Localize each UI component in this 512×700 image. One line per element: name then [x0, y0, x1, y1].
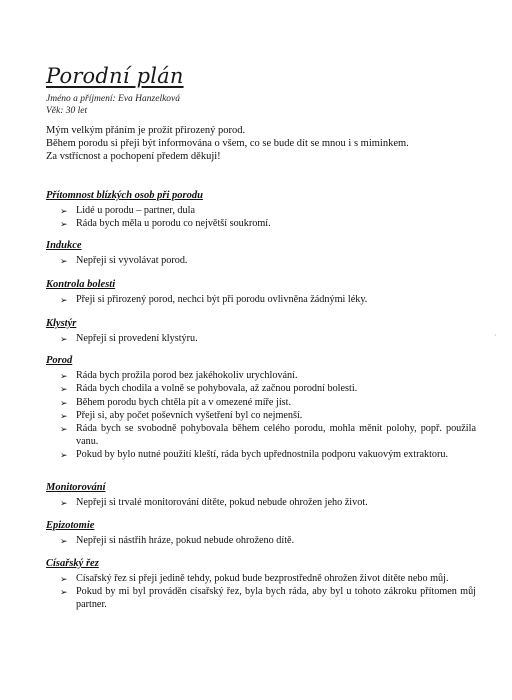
list-item-text: Ráda bych chodila a volně se pohybovala, až začnou porodní bolesti. [76, 383, 358, 395]
list-item [60, 333, 476, 346]
list-item [60, 255, 476, 268]
list-item [60, 370, 476, 383]
section-heading: Císařský řez [46, 558, 99, 569]
item-list [46, 535, 476, 548]
list-item-text: Ráda bych se svobodně pohybovala během celého porodu, mohla měnit polohy, popř. použila vanu. [76, 423, 476, 447]
section-birth [46, 354, 476, 463]
section-heading: Klystýr [46, 318, 77, 329]
arrow-bullet-icon: ➢ [60, 219, 68, 230]
item-list [46, 294, 476, 307]
list-item [60, 410, 476, 423]
arrow-bullet-icon: ➢ [60, 295, 68, 305]
scan-speck: · [494, 331, 497, 340]
intro-line: Za vstřícnost a pochopení předem děkuji! [46, 151, 221, 162]
arrow-bullet-icon: ➢ [60, 371, 68, 381]
list-item-text: Pokud by mi byl prováděn císařský řez, byla bych ráda, aby byl u tohoto zákroku přítomen můj partner. [76, 586, 476, 611]
arrow-bullet-icon: ➢ [60, 498, 68, 508]
section-cesarean [46, 557, 476, 612]
section-heading: Porod [46, 355, 73, 366]
section-heading: Epizotomie [46, 520, 95, 531]
list-item [60, 397, 476, 410]
arrow-bullet-icon: ➢ [60, 256, 68, 266]
section-heading: Indukce [46, 240, 82, 251]
section-heading: Kontrola bolesti [46, 279, 116, 290]
list-item-text: Nepřeji si provedení klystýru. [76, 333, 198, 344]
section-monitoring [46, 481, 476, 510]
list-item-text: Nepřeji si vyvolávat porod. [76, 255, 188, 266]
arrow-bullet-icon: ➢ [60, 574, 68, 584]
list-item-text: Ráda bych prožila porod bez jakéhokoliv urychlování. [76, 370, 298, 381]
list-item [60, 586, 476, 612]
list-item-text: Císařský řez si přeji jedině tehdy, pokud bude bezprostředně ohrožen život dítěte nebo můj. [76, 573, 449, 584]
arrow-bullet-icon: ➢ [60, 397, 68, 408]
age-line: Věk: 30 let [46, 106, 88, 116]
arrow-bullet-icon: ➢ [60, 450, 68, 461]
intro-paragraph [46, 124, 486, 163]
list-item-text: Přeji si přirozený porod, nechci být při porodu ovlivněna žádnými léky. [76, 294, 368, 305]
item-list [46, 333, 476, 346]
section-heading: Monitorování [46, 482, 106, 493]
arrow-bullet-icon: ➢ [60, 334, 68, 344]
page-title: Porodní plán [46, 64, 184, 88]
list-item [60, 218, 476, 231]
list-item-text: Nepřeji si nástřih hráze, pokud nebude ohroženo dítě. [76, 535, 295, 546]
section-induction [46, 239, 476, 268]
section-enema [46, 317, 476, 346]
name-line: Jméno a příjmení: Eva Hanzelková [46, 94, 181, 104]
list-item [60, 497, 476, 510]
arrow-bullet-icon: ➢ [60, 410, 68, 421]
item-list [46, 205, 476, 231]
list-item [60, 205, 476, 218]
section-pain-control [46, 278, 476, 307]
list-item-text: Ráda bych měla u porodu co největší soukromí. [76, 218, 271, 230]
item-list [46, 370, 476, 462]
item-list [46, 573, 476, 612]
arrow-bullet-icon: ➢ [60, 536, 68, 546]
item-list [46, 497, 476, 510]
section-episiotomy [46, 519, 476, 548]
item-list [46, 255, 476, 268]
section-heading: Přítomnost blízkých osob při porodu [46, 190, 203, 201]
list-item-text: Během porodu bych chtěla pít a v omezené míře jíst. [76, 396, 292, 408]
list-item [60, 535, 476, 548]
list-item-text: Lidé u porodu – partner, dula [76, 205, 195, 216]
list-item [60, 573, 476, 586]
list-item [60, 423, 476, 449]
list-item [60, 449, 476, 462]
intro-line: Během porodu si přeji být informována o všem, co se bude dít se mnou i s miminkem. [46, 138, 409, 149]
arrow-bullet-icon: ➢ [60, 206, 68, 216]
list-item-text: Nepřeji si trvalé monitorování dítěte, pokud nebude ohrožen jeho život. [76, 497, 368, 508]
list-item [60, 294, 476, 307]
list-item-text: Pokud by bylo nutné použití kleští, ráda bych upřednostnila podporu vakuovým extraktoru. [76, 449, 449, 461]
arrow-bullet-icon: ➢ [60, 424, 68, 435]
arrow-bullet-icon: ➢ [60, 384, 68, 395]
section-attendance [46, 189, 476, 232]
intro-line: Mým velkým přáním je prožít přirozený porod. [46, 125, 246, 136]
arrow-bullet-icon: ➢ [60, 587, 68, 598]
list-item [60, 383, 476, 396]
list-item-text: Přeji si, aby počet poševních vyšetření byl co nejmenší. [76, 409, 303, 421]
